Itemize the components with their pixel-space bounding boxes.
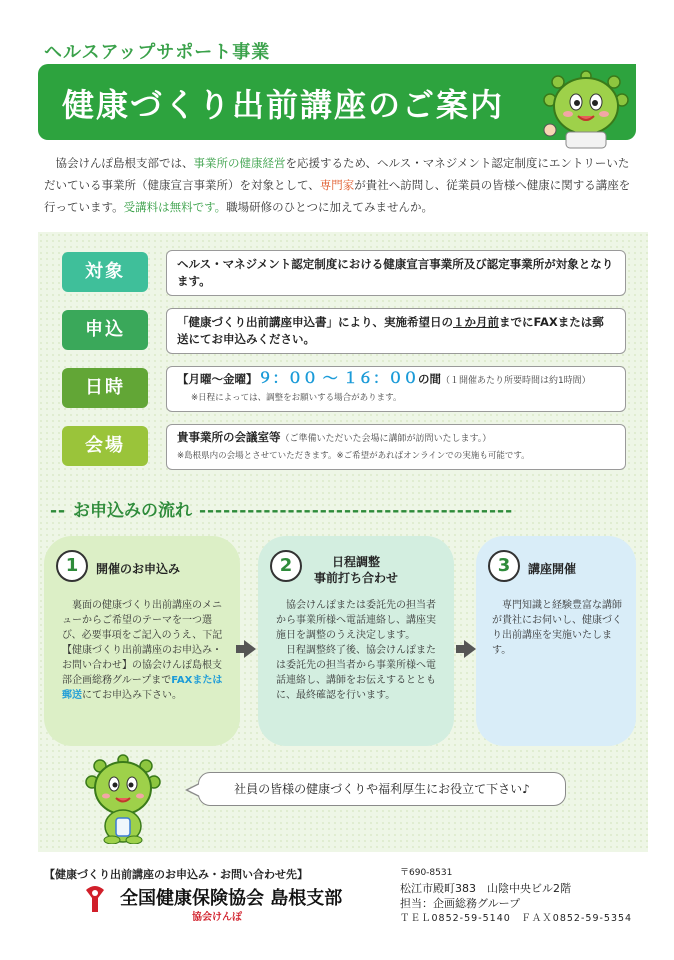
label-datetime: 日時 [62, 368, 148, 408]
step-heading: 日程調整 事前打ち合わせ [314, 555, 399, 585]
intro-text: 協会けんぽ島根支部では、事業所の健康経営を応援するため、ヘルス・マネジメント認定制度にエントリーいただいている事業所（健康宣言事業所）を対象として、専門家が貴社へ訪問し、従業員の皆様へ健康に関する講座を行っています。受講料は無料です。職場研修のひとつに加えてみませんか。 [44, 156, 631, 214]
step-number: 1 [56, 550, 88, 582]
subtitle: ヘルスアップサポート事業 [44, 42, 271, 63]
contact-address: 〒690-8531 松江市殿町383 山陰中央ビル2階 担当：企画総務グループ ＴＥＬ0852-59-5140 ＦＡＸ0852-59-5354 [400, 868, 633, 924]
org-short-name: 協会けんぽ [192, 912, 242, 923]
row-venue [62, 424, 628, 470]
mascot-character-icon [536, 70, 636, 150]
arrow-icon [464, 640, 476, 658]
flow-title: -- お申込みの流れ --------------------------------------- [50, 501, 514, 521]
step-number: 3 [488, 550, 520, 582]
org-name: 全国健康保険協会 島根支部 [120, 888, 343, 909]
step-body: 専門知識と経験豊富な講師が貴社にお伺いし、健康づくり出前講座を実施いたします。 [492, 600, 622, 656]
message-bubble: 社員の皆様の健康づくりや福利厚生にお役立て下さい♪ [198, 772, 566, 806]
step-number: 2 [270, 550, 302, 582]
step-body: 裏面の健康づくり出前講座のメニューからご希望のテーマを一つ選び、必要事項をご記入のうえ、下記【健康づくり出前講座のお申込み・お問い合わせ】の協会けんぽ島根支部企画総務グループまでFAXまたは郵送にてお申込み下さい。 [62, 600, 223, 701]
step-1 [44, 536, 240, 746]
row-apply [62, 308, 628, 354]
step-2 [258, 536, 454, 746]
step-body: 協会けんぽまたは委託先の担当者から事業所様へ電話連絡し、講座実施日を調整のうえ決定します。 日程調整終了後、協会けんぽまたは委託先の担当者から事業所様へ電話連絡し、講師をお伝えするとともに、最終確認を行います。 [276, 600, 436, 701]
venue-text: 貴事業所の会議室等（ご準備いただいた会場に講師が訪問いたします。） ※島根県内の会場とさせていただきます。※ご希望があればオンラインでの実施も可能です。 [166, 424, 626, 470]
label-target: 対象 [62, 252, 148, 292]
step-heading: 開催のお申込み [96, 562, 181, 576]
label-venue: 会場 [62, 426, 148, 466]
mascot-character-icon [82, 752, 164, 844]
target-text: ヘルス・マネジメント認定制度における健康宣言事業所及び認定事業所が対象となります。 [166, 250, 626, 296]
row-target [62, 250, 628, 296]
row-datetime [62, 366, 628, 412]
contact-label: 【健康づくり出前講座のお申込み・お問い合わせ先】 [44, 868, 308, 881]
apply-text: 「健康づくり出前講座申込書」により、実施希望日の１か月前までにFAXまたは郵送にてお申込みください。 [166, 308, 626, 354]
step-heading: 講座開催 [528, 562, 577, 576]
datetime-text: 【月曜～金曜】９：００ ～ １６：００の間（１開催あたり所要時間は約1時間） ※日程によっては、調整をお願いする場合があります。 [166, 366, 626, 412]
step-3 [476, 536, 636, 746]
label-apply: 申込 [62, 310, 148, 350]
arrow-icon [244, 640, 256, 658]
page-title: 健康づくり出前講座のご案内 [62, 86, 505, 124]
kyokai-kenpo-logo-icon [82, 884, 108, 914]
